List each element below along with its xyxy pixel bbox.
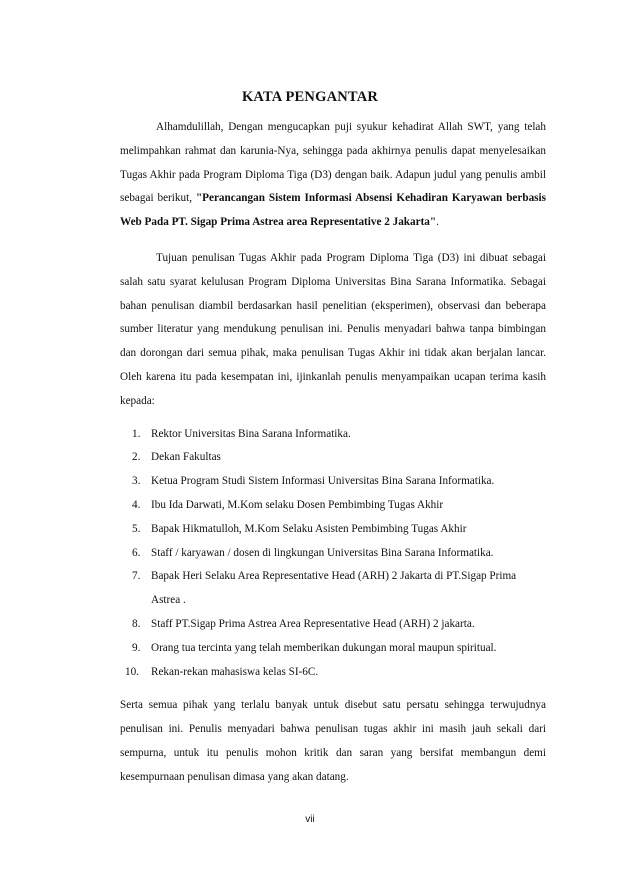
- list-item: [120, 494, 546, 518]
- list-item: [120, 613, 546, 637]
- list-item: [120, 470, 546, 494]
- list-item: [120, 423, 546, 447]
- list-text: Staff / karyawan / dosen di lingkungan Universitas Bina Sarana Informatika.: [151, 546, 494, 559]
- list-text: Ketua Program Studi Sistem Informasi Universitas Bina Sarana Informatika.: [151, 475, 495, 488]
- acknowledgement-list: [120, 423, 546, 685]
- list-number: 2.: [132, 451, 141, 464]
- list-item: [120, 518, 546, 542]
- list-text: Rektor Universitas Bina Sarana Informatika.: [151, 427, 351, 440]
- intro-paragraph: [120, 116, 546, 235]
- closing-paragraph: Serta semua pihak yang terlalu banyak untuk disebut satu persatu sehingga terwujudnya penulisan ini. Penulis menyadari bahwa penulisan tugas akhir ini masih jauh sekali dari sempurna, untuk itu penulis mohon kritik dan saran yang bersifat membangun demi kesempurnaan penulisan dimasa yang akan datang.: [120, 699, 546, 783]
- list-text: Rekan-rekan mahasiswa kelas SI-6C.: [151, 665, 319, 678]
- list-number: 5.: [132, 522, 141, 535]
- list-item: [120, 542, 546, 566]
- purpose-paragraph: Tujuan penulisan Tugas Akhir pada Program Diploma Tiga (D3) ini dibuat sebagai salah satu syarat kelulusan Program Diploma Universitas Bina Sarana Informatika. Sebagai bahan penulisan diambil berdasarkan hasil penelitian (eksperimen), observasi dan beberapa sumber literatur yang mendukung penulisan ini. Penulis menyadari bahwa tanpa bimbingan dan dorongan dari semua pihak, maka penulisan Tugas Akhir ini tidak akan berjalan lancar. Oleh karena itu pada kesempatan ini, ijinkanlah penulis menyampaikan ucapan terima kasih kepada:: [120, 251, 546, 407]
- list-number: 1.: [132, 427, 141, 440]
- list-text: Staff PT.Sigap Prima Astrea Area Representative Head (ARH) 2 jakarta.: [151, 617, 475, 630]
- intro-end: .: [436, 216, 439, 229]
- document-body: [120, 116, 546, 790]
- list-number: 8.: [132, 617, 141, 630]
- list-number: 7.: [132, 570, 141, 583]
- list-text: Ibu Ida Darwati, M.Kom selaku Dosen Pembimbing Tugas Akhir: [151, 498, 444, 511]
- list-item: [120, 565, 546, 613]
- list-text: Bapak Heri Selaku Area Representative Head (ARH) 2 Jakarta di PT.Sigap Prima Astrea .: [151, 570, 517, 607]
- list-text: Orang tua tercinta yang telah memberikan dukungan moral maupun spiritual.: [151, 641, 497, 654]
- thesis-title: "Perancangan Sistem Informasi Absensi Kehadiran Karyawan berbasis Web Pada PT. Sigap Prima Astrea area Representative 2 Jakarta": [120, 192, 546, 229]
- list-item: [120, 446, 546, 470]
- list-item: [120, 637, 546, 661]
- list-item: [120, 661, 546, 685]
- list-text: Bapak Hikmatulloh, M.Kom Selaku Asisten Pembimbing Tugas Akhir: [151, 522, 467, 535]
- list-number: 4.: [132, 498, 141, 511]
- list-number: 3.: [132, 475, 141, 488]
- intro-text: Alhamdulillah, Dengan mengucapkan puji syukur kehadirat Allah SWT, yang telah melimpahkan rahmat dan karunia-Nya, sehingga pada akhirnya penulis dapat menyelesaikan Tugas Akhir pada Program Diploma Tiga (D3) dengan baik. Adapun judul yang penulis ambil sebagai berikut,: [120, 121, 546, 205]
- page-number: vii: [305, 814, 315, 825]
- list-number: 9.: [132, 641, 141, 654]
- list-number: 6.: [132, 546, 141, 559]
- list-number: 10.: [125, 665, 139, 678]
- list-text: Dekan Fakultas: [151, 451, 221, 464]
- page-title: KATA PENGANTAR: [241, 89, 379, 105]
